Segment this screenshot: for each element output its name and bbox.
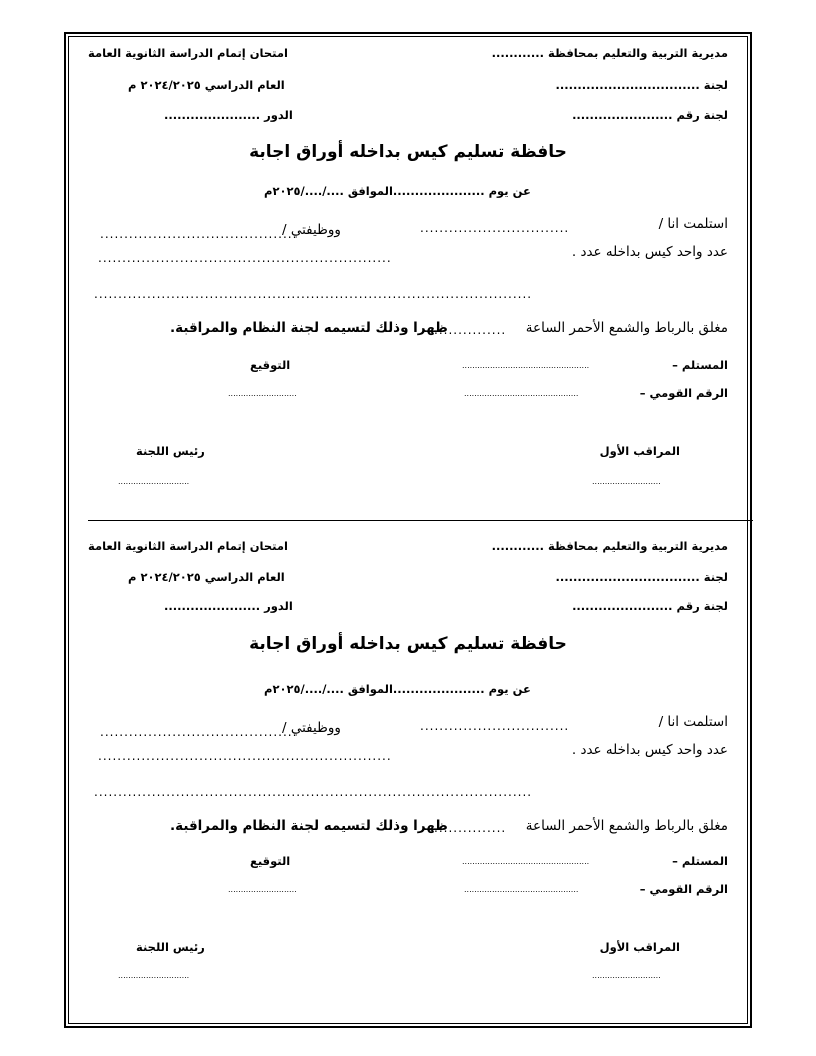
full-line-dots: ........................................................................................... [94, 287, 533, 301]
directorate-field: مديرية التربية والتعليم بمحافظة ............ [491, 539, 728, 553]
sealed-label: مغلق بالرباط والشمع الأحمر الساعة [525, 818, 728, 834]
form-title: حافظة تسليم كيس بداخله أوراق اجابة [249, 634, 567, 654]
national-id-dots: ............................................. [464, 885, 579, 894]
received-label: استلمت انا / [658, 216, 728, 232]
round-field: الدور ...................... [164, 108, 293, 122]
national-id-dots: ............................................. [464, 389, 579, 398]
committee-field: لجنة ................................. [555, 570, 728, 584]
count-dots: ............................................................. [98, 251, 392, 265]
exam-name: امتحان إتمام الدراسة الثانوية العامة [88, 46, 288, 60]
receiver-dots: .................................................. [462, 361, 590, 370]
received-label: استلمت انا / [658, 714, 728, 730]
count-dots: ............................................................. [98, 749, 392, 763]
receiver-dots: .................................................. [462, 857, 590, 866]
date-line: عن يوم .....................الموافق ..../..../٢٠٢٥م [264, 682, 531, 696]
committee-head-label: رئيس اللجنة [136, 940, 205, 954]
national-id-label: الرقم القومي – [639, 882, 728, 896]
sealed-label: مغلق بالرباط والشمع الأحمر الساعة [525, 320, 728, 336]
received-dots: ............................... [420, 221, 570, 235]
receiver-label: المستلم – [672, 854, 728, 868]
round-field: الدور ...................... [164, 599, 293, 613]
committee-number-field: لجنة رقم ....................... [572, 108, 728, 122]
sealed-dots: ............... [434, 821, 507, 835]
job-dots: ......................................... [100, 227, 298, 241]
form-title: حافظة تسليم كيس بداخله أوراق اجابة [249, 142, 567, 162]
national-id-label: الرقم القومي – [639, 386, 728, 400]
received-dots: ............................... [420, 719, 570, 733]
committee-head-label: رئيس اللجنة [136, 444, 205, 458]
copy-separator [88, 520, 753, 521]
sealed-after: ظهرا وذلك لتسيمه لجنة النظام والمراقبة. [170, 320, 448, 336]
signature-label: التوقيع [250, 358, 291, 372]
job-dots: ......................................... [100, 725, 298, 739]
full-line-dots: ........................................................................................... [94, 785, 533, 799]
signature-dots: ........................... [228, 389, 297, 398]
signature-label: التوقيع [250, 854, 291, 868]
committee-field: لجنة ................................. [555, 78, 728, 92]
first-observer-dots: ........................... [592, 971, 661, 980]
first-observer-label: المراقب الأول [599, 940, 680, 954]
signature-dots: ........................... [228, 885, 297, 894]
committee-number-field: لجنة رقم ....................... [572, 599, 728, 613]
date-line: عن يوم .....................الموافق ..../..../٢٠٢٥م [264, 184, 531, 198]
directorate-field: مديرية التربية والتعليم بمحافظة ............ [491, 46, 728, 60]
first-observer-dots: ........................... [592, 477, 661, 486]
committee-head-dots: ............................ [118, 477, 190, 486]
count-label: عدد واحد كيس بداخله عدد . [571, 742, 728, 758]
job-label: ووظيفتي / [282, 720, 341, 736]
academic-year: العام الدراسي ٢٠٢٤/٢٠٢٥ م [128, 570, 285, 584]
academic-year: العام الدراسي ٢٠٢٤/٢٠٢٥ م [128, 78, 285, 92]
count-label: عدد واحد كيس بداخله عدد . [571, 244, 728, 260]
job-label: ووظيفتي / [282, 222, 341, 238]
sealed-after: ظهرا وذلك لتسيمه لجنة النظام والمراقبة. [170, 818, 448, 834]
exam-name: امتحان إتمام الدراسة الثانوية العامة [88, 539, 288, 553]
committee-head-dots: ............................ [118, 971, 190, 980]
receiver-label: المستلم – [672, 358, 728, 372]
first-observer-label: المراقب الأول [599, 444, 680, 458]
sealed-dots: ............... [434, 323, 507, 337]
